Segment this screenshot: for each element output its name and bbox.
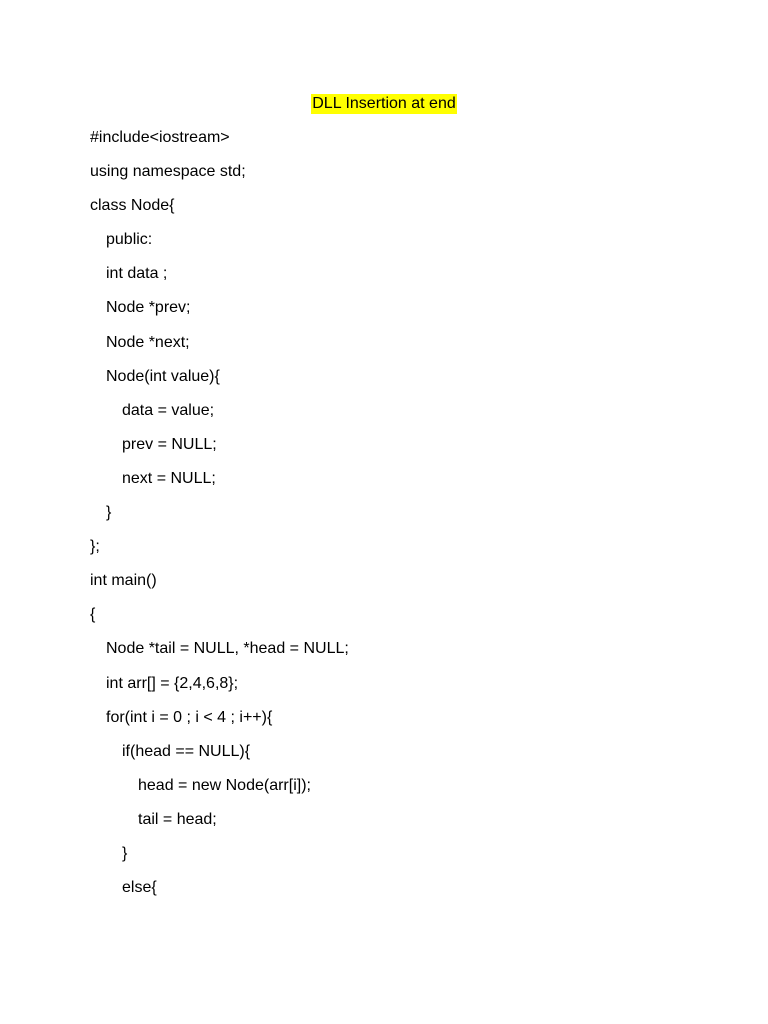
- code-line-17: int arr[] = {2,4,6,8};: [106, 674, 239, 692]
- code-line-9: data = value;: [122, 401, 215, 419]
- code-line-21: tail = head;: [138, 810, 217, 828]
- code-line-16: Node *tail = NULL, *head = NULL;: [106, 640, 349, 658]
- code-line-22: }: [122, 844, 128, 862]
- code-line-12: }: [106, 504, 112, 522]
- code-line-18: for(int i = 0 ; i < 4 ; i++){: [106, 708, 273, 726]
- code-line-7: Node *next;: [106, 333, 190, 351]
- code-line-10: prev = NULL;: [122, 435, 217, 453]
- code-line-2: using namespace std;: [90, 163, 246, 181]
- code-line-6: Node *prev;: [106, 299, 191, 317]
- code-line-14: int main(): [90, 572, 157, 590]
- code-line-1: #include<iostream>: [90, 129, 230, 146]
- code-line-4: public:: [106, 231, 153, 249]
- code-line-3: class Node{: [90, 197, 175, 215]
- code-line-19: if(head == NULL){: [122, 742, 251, 760]
- code-line-20: head = new Node(arr[i]);: [138, 776, 311, 794]
- code-line-11: next = NULL;: [122, 469, 216, 487]
- code-line-13: };: [90, 538, 100, 556]
- code-line-5: int data ;: [106, 265, 168, 283]
- document-title: DLL Insertion at end: [312, 95, 456, 112]
- code-line-15: {: [90, 606, 96, 624]
- title-container: [0, 94, 768, 114]
- code-line-23: else{: [122, 879, 157, 897]
- code-block: [90, 128, 730, 912]
- code-line-8: Node(int value){: [106, 367, 220, 385]
